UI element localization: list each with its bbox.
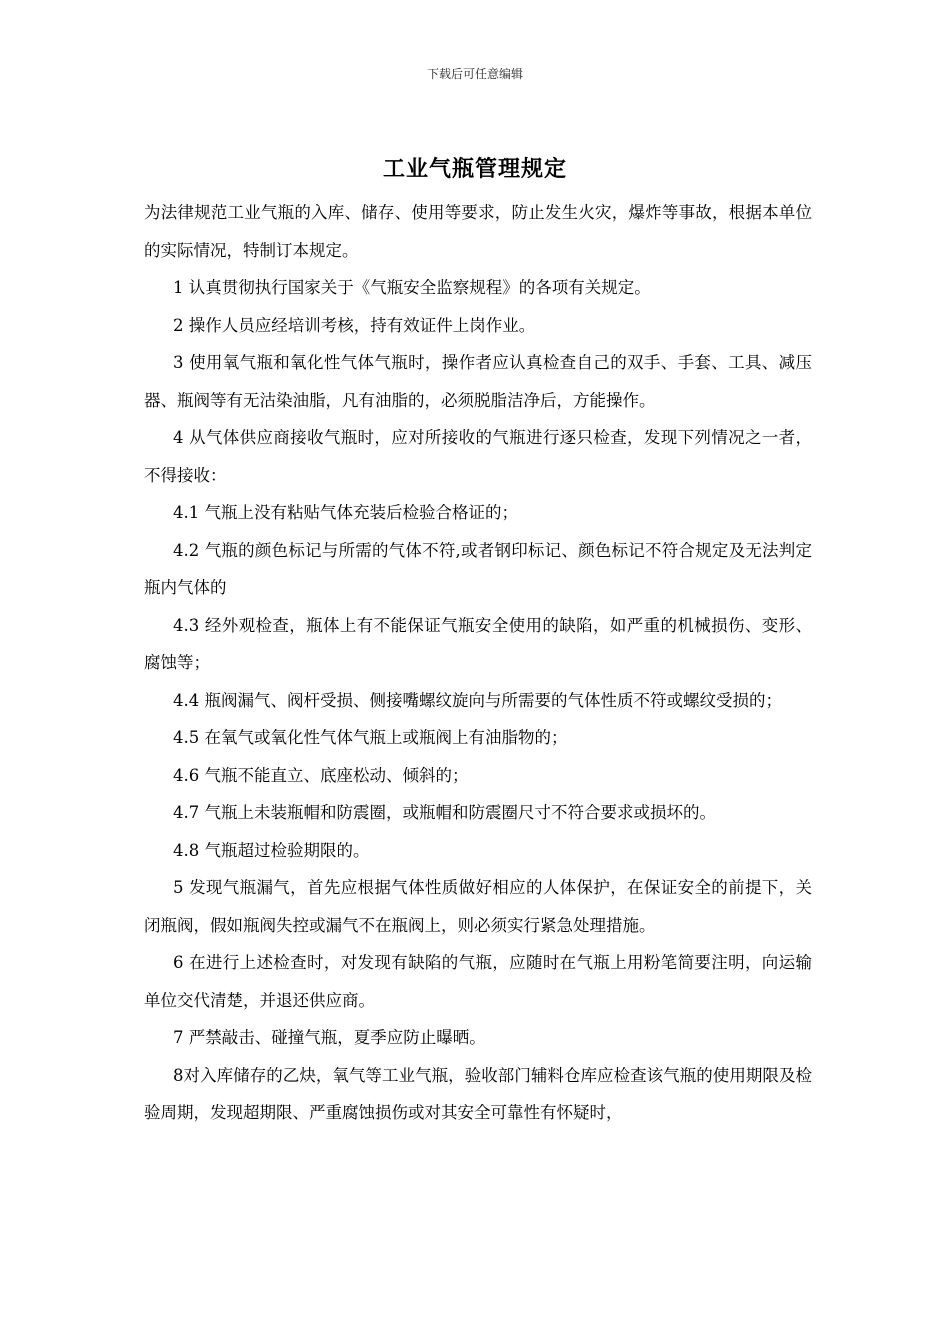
document-body [144, 194, 812, 1132]
clause-3: 3 使用氧气瓶和氧化性气体气瓶时，操作者应认真检查自己的双手、手套、工具、减压器、瓶阀等有无沽染油脂，凡有油脂的，必须脱脂洁净后，方能操作。 [144, 353, 812, 410]
clause-6: 6 在进行上述检查时，对发现有缺陷的气瓶，应随时在气瓶上用粉笔简要注明，向运输单位交代清楚，并退还供应商。 [144, 953, 812, 1010]
clause-4-2: 4.2 气瓶的颜色标记与所需的气体不符,或者钢印标记、颜色标记不符合规定及无法判定瓶内气体的 [144, 540, 812, 597]
clause-4-7: 4.7 气瓶上未装瓶帽和防震圈，或瓶帽和防震圈尺寸不符合要求或损坏的。 [173, 803, 716, 822]
clause-4-1: 4.1 气瓶上没有粘贴气体充装后检验合格证的； [173, 503, 518, 522]
document-title: 工业气瓶管理规定 [382, 156, 567, 182]
clause-4-6: 4.6 气瓶不能直立、底座松动、倾斜的； [173, 765, 469, 785]
clause-4-4: 4.4 瓶阀漏气、阀杆受损、侧接嘴螺纹旋向与所需要的气体性质不符或螺纹受损的； [173, 690, 782, 710]
clause-5: 5 发现气瓶漏气，首先应根据气体性质做好相应的人体保护，在保证安全的前提下，关闭瓶阀，假如瓶阀失控或漏气不在瓶阀上，则必须实行紧急处理措施。 [144, 878, 812, 935]
clause-8: 8对入库储存的乙炔，氧气等工业气瓶，验收部门辅料仓库应检查该气瓶的使用期限及检验周期，发现超期限、严重腐蚀损伤或对其安全可靠性有怀疑时， [144, 1065, 812, 1122]
clause-1: 1 认真贯彻执行国家关于《气瓶安全监察规程》的各项有关规定。 [173, 278, 651, 297]
clause-4: 4 从气体供应商接收气瓶时，应对所接收的气瓶进行逐只检查，发现下列情况之一者，不得接收： [144, 428, 812, 485]
intro-paragraph: 为法律规范工业气瓶的入库、储存、使用等要求，防止发生火灾，爆炸等事故，根据本单位的实际情况，特制订本规定。 [144, 203, 812, 260]
header-note: 下载后可任意编辑 [426, 67, 523, 81]
clause-4-3: 4.3 经外观检查，瓶体上有不能保证气瓶安全使用的缺陷，如严重的机械损伤、变形、腐蚀等； [144, 615, 812, 672]
clause-4-8: 4.8 气瓶超过检验期限的。 [173, 840, 370, 860]
clause-7: 7 严禁敲击、碰撞气瓶，夏季应防止曝晒。 [173, 1028, 486, 1047]
clause-4-5: 4.5 在氧气或氧化性气体气瓶上或瓶阀上有油脂物的； [173, 728, 568, 747]
clause-2: 2 操作人员应经培训考核，持有效证件上岗作业。 [173, 315, 536, 335]
